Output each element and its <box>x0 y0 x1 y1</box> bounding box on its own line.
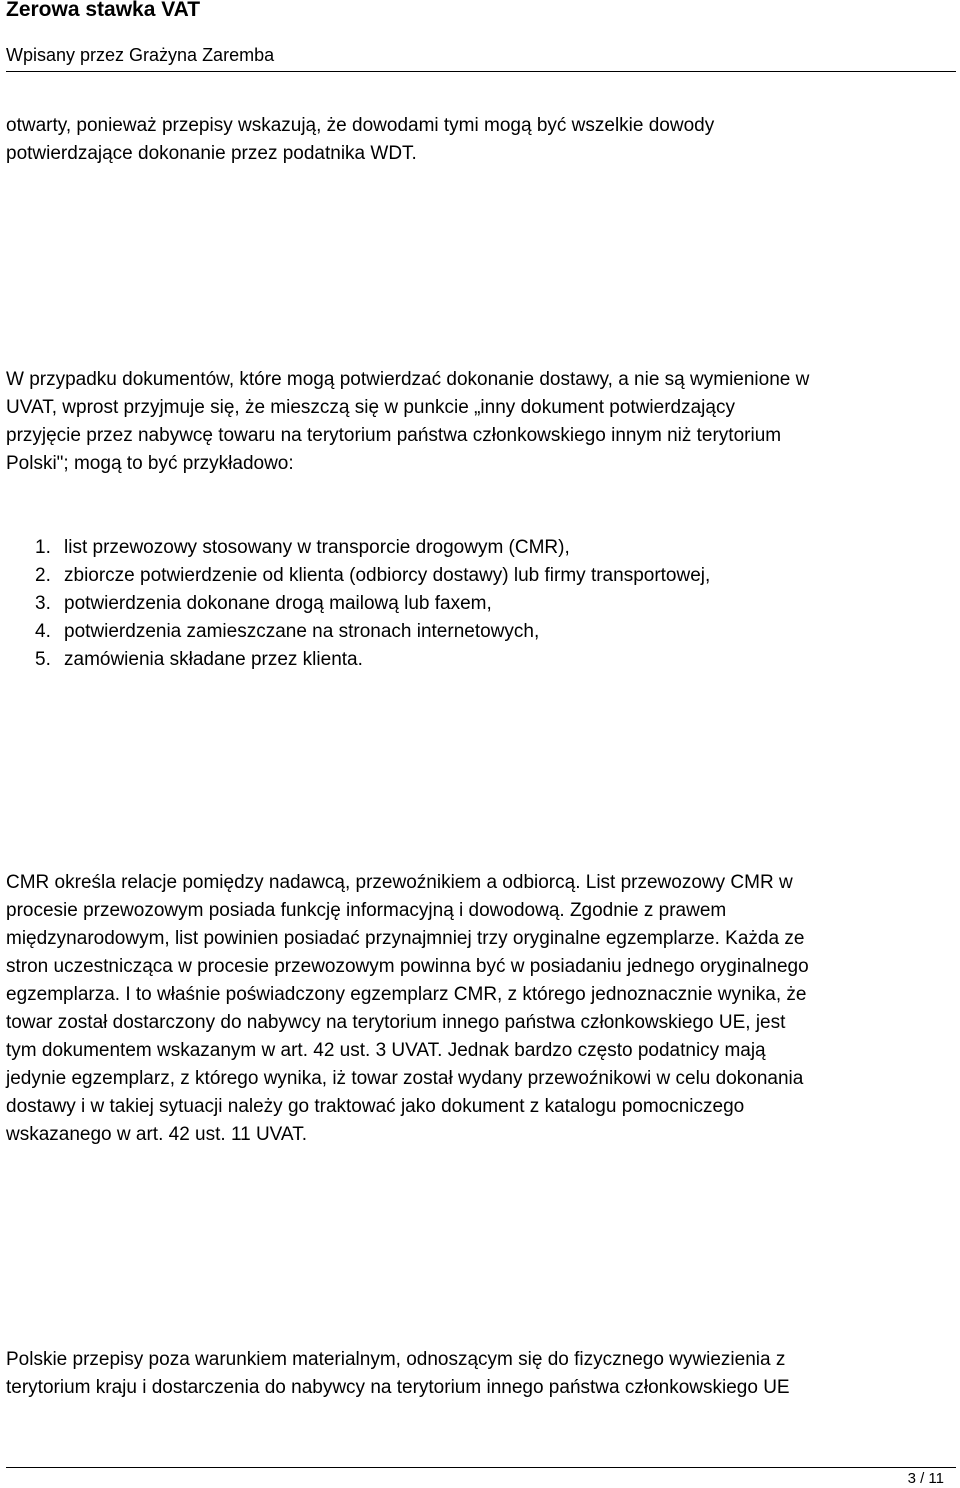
paragraph-polish-regulations <box>6 1346 960 1402</box>
text-line: egzemplarza. I to właśnie poświadczony egzemplarz CMR, z którego jednoznacznie wynika, że <box>6 984 807 1005</box>
text-line: międzynarodowym, list powinien posiadać przynajmniej trzy oryginalne egzemplarze. Każda ze <box>6 928 805 949</box>
paragraph-documents <box>6 366 960 478</box>
text-line: Polskie przepisy poza warunkiem materialnym, odnoszącym się do fizycznego wywiezienia z <box>6 1349 786 1370</box>
text-line: przyjęcie przez nabywcę towaru na terytorium państwa członkowskiego innym niż terytorium <box>6 425 782 446</box>
list-item-text: zbiorcze potwierdzenie od klienta (odbiorcy dostawy) lub firmy transportowej, <box>64 565 711 586</box>
list-item-number: 3. <box>35 593 51 614</box>
text-line: wskazanego w art. 42 ust. 11 UVAT. <box>6 1124 307 1145</box>
text-line: UVAT, wprost przyjmuje się, że mieszczą się w punkcie „inny dokument potwierdzający <box>6 397 735 418</box>
text-line: procesie przewozowym posiada funkcję informacyjną i dowodową. Zgodnie z prawem <box>6 900 727 921</box>
list-item <box>35 534 710 562</box>
list-item-text: potwierdzenia dokonane drogą mailową lub faxem, <box>64 593 492 614</box>
examples-list <box>35 534 710 674</box>
list-item <box>35 618 710 646</box>
text-line: jedynie egzemplarz, z którego wynika, iż towar został wydany przewoźnikowi w celu dokonania <box>6 1068 804 1089</box>
text-line: stron uczestnicząca w procesie przewozowym powinna być w posiadaniu jednego oryginalnego <box>6 956 809 977</box>
page-number: 3 / 11 <box>907 1470 944 1487</box>
list-item-number: 4. <box>35 621 51 642</box>
list-item-number: 1. <box>35 537 51 558</box>
list-item-number: 2. <box>35 565 51 586</box>
list-item-text: list przewozowy stosowany w transporcie drogowym (CMR), <box>64 537 570 558</box>
list-item <box>35 646 710 674</box>
text-line: terytorium kraju i dostarczenia do nabywcy na terytorium innego państwa członkowskiego UE <box>6 1377 790 1398</box>
text-line: towar został dostarczony do nabywcy na terytorium innego państwa członkowskiego UE, jest <box>6 1012 786 1033</box>
list-item-text: zamówienia składane przez klienta. <box>64 649 363 670</box>
paragraph-intro <box>6 112 960 168</box>
author-byline: Wpisany przez Grażyna Zaremba <box>6 45 275 65</box>
list-item-number: 5. <box>35 649 51 670</box>
list-item-text: potwierdzenia zamieszczane na stronach internetowych, <box>64 621 540 642</box>
list-item <box>35 590 710 618</box>
text-line: dostawy i w takiej sytuacji należy go traktować jako dokument z katalogu pomocniczego <box>6 1096 745 1117</box>
paragraph-cmr <box>6 869 960 1149</box>
text-line: CMR określa relacje pomiędzy nadawcą, przewoźnikiem a odbiorcą. List przewozowy CMR w <box>6 872 793 893</box>
text-line: tym dokumentem wskazanym w art. 42 ust. 3 UVAT. Jednak bardzo często podatnicy mają <box>6 1040 766 1061</box>
footer-divider <box>6 1467 956 1468</box>
document-title: Zerowa stawka VAT <box>6 0 201 21</box>
text-line: potwierdzające dokonanie przez podatnika WDT. <box>6 143 417 164</box>
header-divider <box>6 71 956 72</box>
text-line: otwarty, ponieważ przepisy wskazują, że dowodami tymi mogą być wszelkie dowody <box>6 115 715 136</box>
text-line: Polski"; mogą to być przykładowo: <box>6 453 294 474</box>
text-line: W przypadku dokumentów, które mogą potwierdzać dokonanie dostawy, a nie są wymienione w <box>6 369 810 390</box>
list-item <box>35 562 710 590</box>
